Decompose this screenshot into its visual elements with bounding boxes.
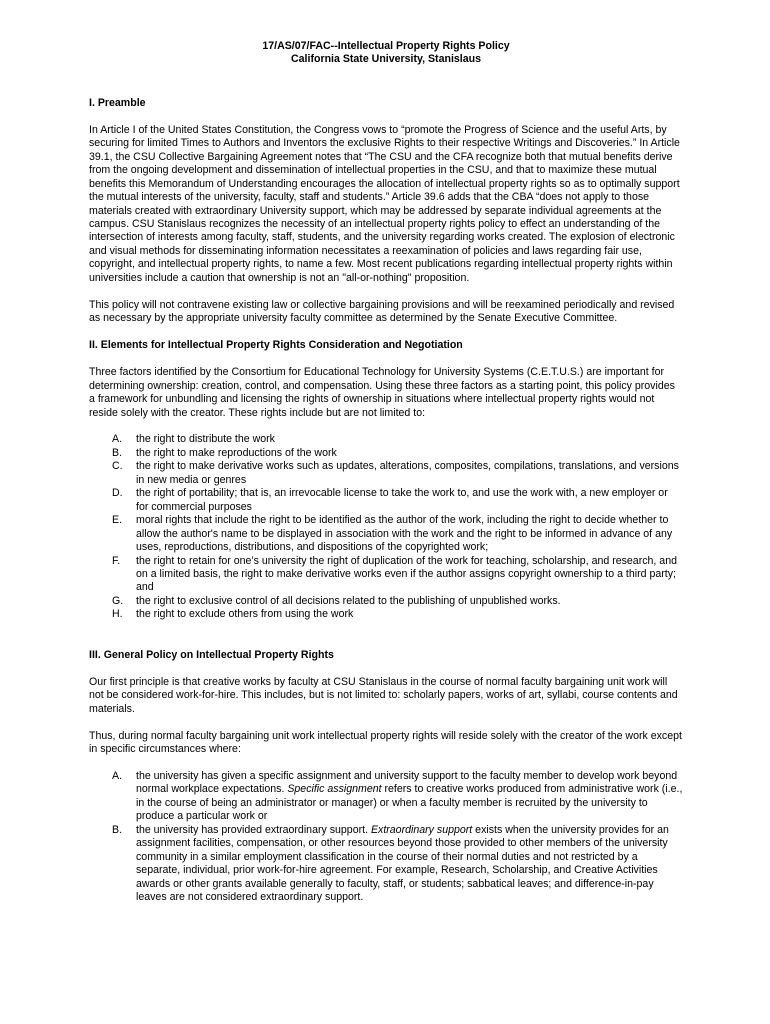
title-line-2: California State University, Stanislaus bbox=[291, 53, 481, 66]
list-item-label: D. bbox=[112, 487, 123, 500]
list-item-text: the right to exclude others from using the work bbox=[136, 608, 354, 621]
section-1-paragraph-2: This policy will not contravene existing law or collective bargaining provisions and will be reexamined periodically and revised as necessary by the appropriate university faculty committee as determined by the Senate Executive Committee. bbox=[89, 298, 675, 325]
extraordinary-support-term: Extraordinary support bbox=[370, 823, 473, 836]
list-item bbox=[89, 824, 683, 905]
specific-assignment-term: Specific assignment bbox=[287, 783, 382, 796]
section-1-paragraph-1: In Article I of the United States Constitution, the Congress vows to “promote the Progress of Science and the useful Arts, by securing for limited Times to Authors and Inventors the exclusive Rights to their respective Writings and Discoveries.” In Article 39.1, the CSU Collective Bargaining Agreement notes that “The CSU and the CFA recognize both that mutual benefits derive from the ongoing development and dissemination of intellectual properties in the CSU, and that to maximize these mutual benefits this Memorandum of Understanding encourages the allocation of intellectual property rights so as to optimally support the mutual interests of the university, faculty, staff and students.” Article 39.6 adds that the CBA “does not apply to those materials created with extraordinary University support, which may be addressed by separate individual agreements at the campus. CSU Stanislaus recognizes the necessity of an intellectual property rights policy to effect an understanding of the intersection of interests among faculty, staff, students, and the university regarding works created. The explosion of electronic and visual methods for disseminating information necessitates a reexamination of policies and laws regarding fair use, copyright, and intellectual property rights, to name a few. Most recent publications regarding intellectual property rights within universities include a caution that ownership is not an "all-or-nothing" proposition. bbox=[89, 123, 680, 284]
title-line-1: 17/AS/07/FAC--Intellectual Property Rights Policy bbox=[262, 40, 510, 52]
list-item bbox=[89, 770, 683, 824]
document-title bbox=[89, 40, 683, 67]
list-item bbox=[89, 447, 683, 460]
document-page bbox=[89, 40, 683, 905]
list-item-text-post: refers to creative works produced from administrative work (i.e., in the course of being an administrator or manager) or when a faculty member is recruited by the university to produce a particular work or bbox=[136, 783, 683, 823]
section-1-heading: I. Preamble bbox=[89, 96, 146, 109]
list-item-text: the right to distribute the work bbox=[136, 433, 275, 446]
list-item-label: A. bbox=[112, 770, 123, 783]
list-item bbox=[89, 595, 683, 608]
section-3-paragraph-1: Our first principle is that creative works by faculty at CSU Stanislaus in the course of normal faculty bargaining unit work will not be considered work-for-hire. This includes, but is not limited to: scholarly papers, works of art, syllabi, course contents and materials. bbox=[89, 675, 678, 715]
list-item bbox=[89, 487, 683, 514]
list-item bbox=[89, 555, 683, 595]
list-item-label: G. bbox=[112, 594, 124, 607]
list-item-label: A. bbox=[112, 433, 123, 446]
section-2-paragraph-1: Three factors identified by the Consortium for Educational Technology for University Systems (C.E.T.U.S.) are important for determining ownership: creation, control, and compensation. Using these three factors as a starting point, this policy provides a framework for unbundling and licensing the rights of ownership in situations where intellectual property rights would not reside solely with the creator. These rights include but are not limited to: bbox=[89, 366, 675, 419]
list-item-label: B. bbox=[112, 446, 123, 459]
list-item bbox=[89, 433, 683, 446]
list-item bbox=[89, 514, 683, 554]
list-item-text: the right to retain for one’s university the right of duplication of the work for teaching, scholarship, and research, and on a limited basis, the right to make derivative works even if the author assigns copyright ownership to a third party; and bbox=[136, 554, 677, 594]
list-item-label: E. bbox=[112, 514, 123, 527]
list-item bbox=[89, 460, 683, 487]
list-item-text-pre: the university has given a specific assignment and university support to the faculty member to develop work beyond normal workplace expectations. bbox=[136, 770, 678, 796]
list-item-text: the right to make derivative works such as updates, alterations, composites, compilations, translations, and versions in new media or genres bbox=[136, 460, 679, 486]
list-item-text: the right to make reproductions of the work bbox=[136, 446, 337, 459]
list-item-text-pre: the university has provided extraordinary support. bbox=[136, 823, 371, 836]
list-item-text: moral rights that include the right to be identified as the author of the work, including the right to decide whether to allow the author's name to be displayed in association with the work and the right to be informed in advance of any uses, reproductions, distributions, and dispositions of the copyrighted work; bbox=[136, 514, 673, 554]
list-item-text-post: exists when the university provides for an assignment facilities, compensation, or other resources beyond those provided to other members of the university community in a similar employment classification in the course of their normal duties and not restricted by a separate, individual, prior work-for-hire agreement. For example, Research, Scholarship, and Creative Activities awards or other grants available generally to faculty, staff, or students; sabbatical leaves; and difference-in-pay leaves are not considered extraordinary support. bbox=[136, 823, 669, 904]
list-item bbox=[89, 608, 683, 621]
section-2-heading: II. Elements for Intellectual Property Rights Consideration and Negotiation bbox=[89, 339, 463, 352]
rights-list bbox=[89, 433, 683, 621]
section-3-heading: III. General Policy on Intellectual Property Rights bbox=[89, 648, 334, 661]
list-item-label: H. bbox=[112, 608, 123, 621]
list-item-label: F. bbox=[112, 554, 121, 567]
list-item-label: C. bbox=[112, 460, 123, 473]
circumstances-list bbox=[89, 770, 683, 905]
list-item-label: B. bbox=[112, 823, 123, 836]
list-item-text: the right of portability; that is, an irrevocable license to take the work to, and use the work with, a new employer or for commercial purposes bbox=[136, 487, 668, 513]
section-3-paragraph-2: Thus, during normal faculty bargaining unit work intellectual property rights will reside solely with the creator of the work except in specific circumstances where: bbox=[89, 729, 682, 756]
list-item-text: the right to exclusive control of all decisions related to the publishing of unpublished works. bbox=[136, 594, 561, 607]
